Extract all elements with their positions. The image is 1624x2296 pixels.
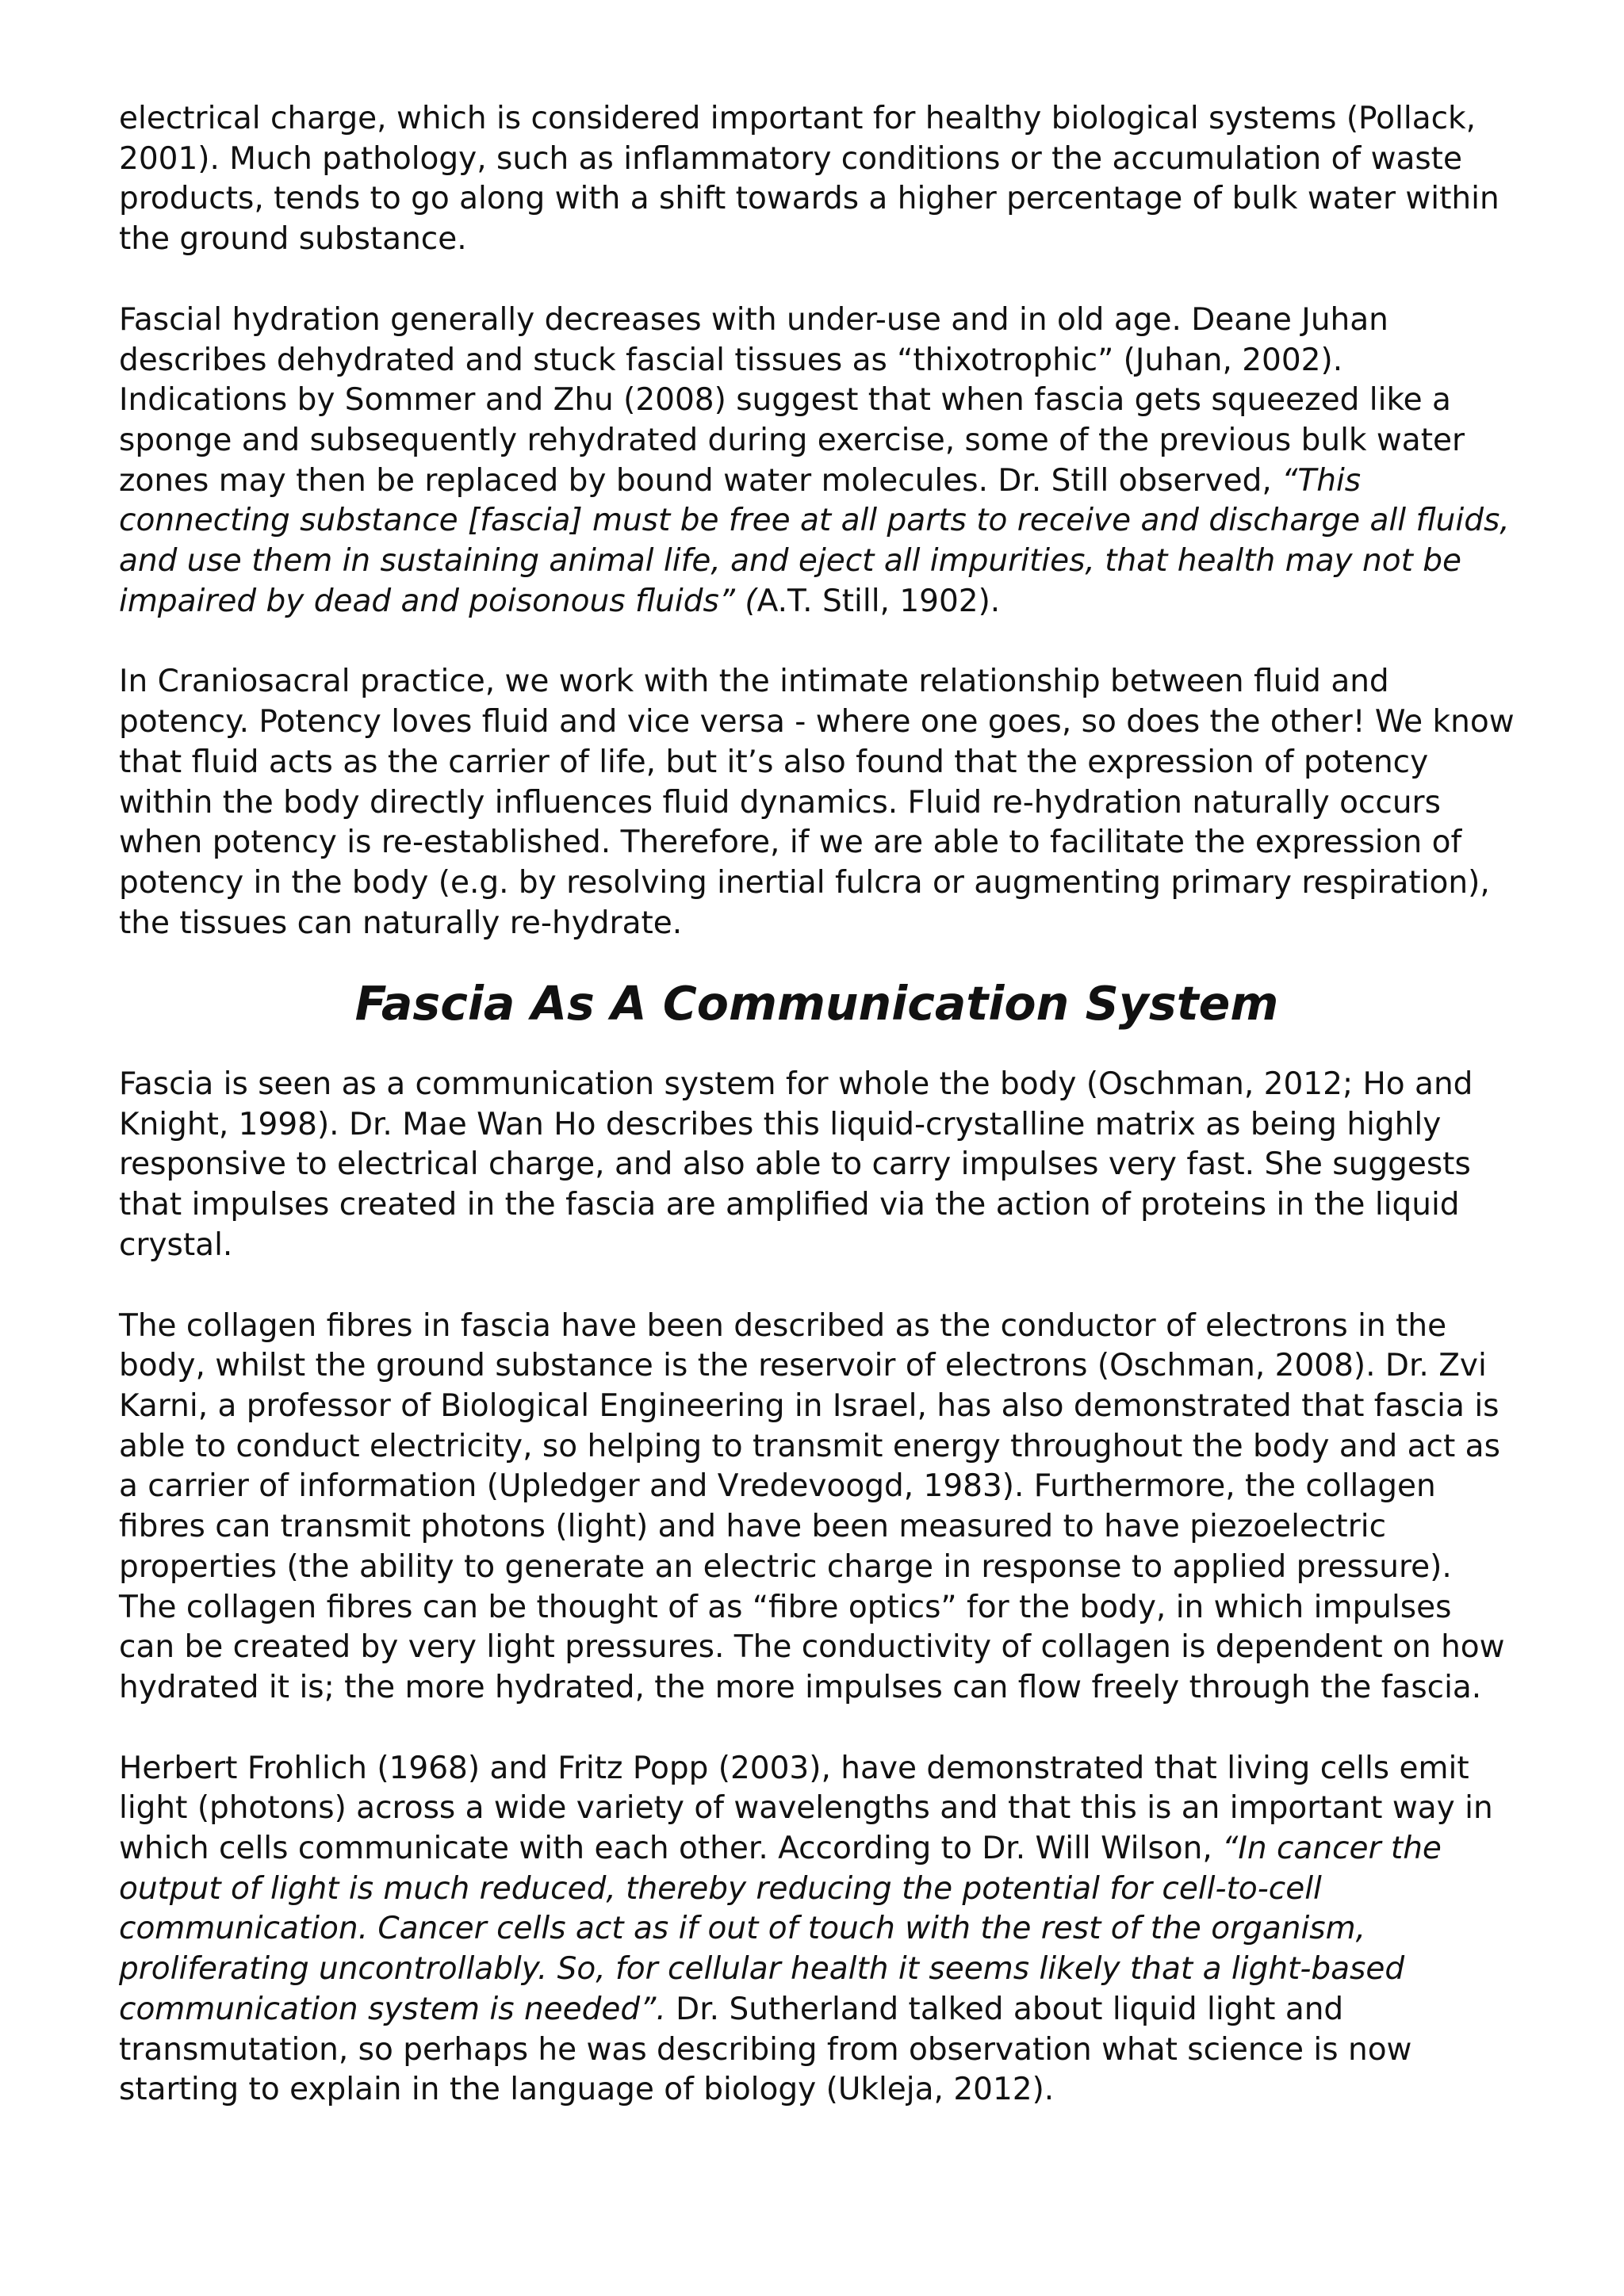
paragraph-text: Fascia is seen as a communication system for whole the body (Oschman, 2012; Ho and Knight, 1998). Dr. Mae Wan Ho describes this liquid-crystalline matrix as being highly responsive to electrical charge, and also able to carry impulses very fast. She suggests that impulses created in the fascia are amplified via the action of proteins in the liquid crystal. [119,1066,1473,1263]
paragraph-water-charge [119,99,1515,260]
paragraph-text: The collagen fibres in fascia have been described as the conductor of electrons in the body, whilst the ground substance is the reservoir of electrons (Oschman, 2008). Dr. Zvi Karni, a professor of Biological Engineering in Israel, has also demonstrated that fascia is able to conduct electricity, so helping to transmit energy throughout the body and act as a carrier of information (Upledger and Vredevoogd, 1983). Furthermore, the collagen fibres can transmit photons (light) and have been measured to have piezoelectric properties (the ability to generate an electric charge in response to applied pressure). The collagen fibres can be thought of as “fibre optics” for the body, in which impulses can be created by very light pressures. The conductivity of collagen is dependent on how hydrated it is; the more hydrated, the more impulses can flow freely through the fascia. [119,1307,1505,1705]
paragraph-fascial-hydration [119,300,1515,622]
paragraph-text: electrical charge, which is considered important for healthy biological systems (Pollack, 2001). Much pathology, such as inflammatory conditions or the accumulation of waste products, tends to go along with a shift towards a higher percentage of bulk water within the ground substance. [119,101,1500,258]
still-quote: “This connecting substance [fascia] must be free at all parts to receive and discharge all fluids, and use them in sustaining animal life, and eject all impurities, that health may not be impaired by dead and poisonous fluids” ( [119,462,1510,619]
paragraph-text: Herbert Frohlich (1968) and Fritz Popp (2003), have demonstrated that living cells emit light (photons) across a wide variety of wavelengths and that this is an important way in which cells communicate with each other. According to Dr. Will Wilson, [119,1750,1493,1867]
paragraph-collagen-fibres [119,1307,1515,1709]
paragraph-text: A.T. Still, 1902). [756,583,1001,619]
wilson-quote: “In cancer the output of light is much reduced, thereby reducing the potential for cell-to-cell communication. Cancer cells act as if out of touch with the rest of the organism, proliferating uncontrollably. So, for cellular health it seems likely that a light-based communication system is needed”. [119,1831,1442,2027]
paragraph-text: In Craniosacral practice, we work with the intimate relationship between fluid and potency. Potency loves fluid and vice versa - where one goes, so does the other! We know that fluid acts as the carrier of life, but it’s also found that the expression of potency within the body directly influences fluid dynamics. Fluid re-hydration naturally occurs when potency is re-established. Therefore, if we are able to facilitate the expression of potency in the body (e.g. by resolving inertial fulcra or augmenting primary respiration), the tissues can naturally re-hydrate. [119,664,1515,941]
section-heading: Fascia As A Communication System [354,977,1279,1031]
paragraph-text: Fascial hydration generally decreases with under-use and in old age. Deane Juhan describes dehydrated and stuck fascial tissues as “thixotrophic” (Juhan, 2002). Indications by Sommer and Zhu (2008) suggest that when fascia gets squeezed like a sponge and subsequently rehydrated during exercise, some of the previous bulk water zones may then be replaced by bound water molecules. Dr. Still observed, [119,301,1465,499]
paragraph-light-emission [119,1749,1515,2110]
document-page [119,99,1515,2151]
paragraph-communication-system [119,1065,1515,1266]
paragraph-text: Dr. Sutherland talked about liquid light and transmutation, so perhaps he was describing from observation what science is now starting to explain in the language of biology (Ukleja, 2012). [119,1991,1412,2108]
paragraph-craniosacral-practice [119,662,1515,943]
